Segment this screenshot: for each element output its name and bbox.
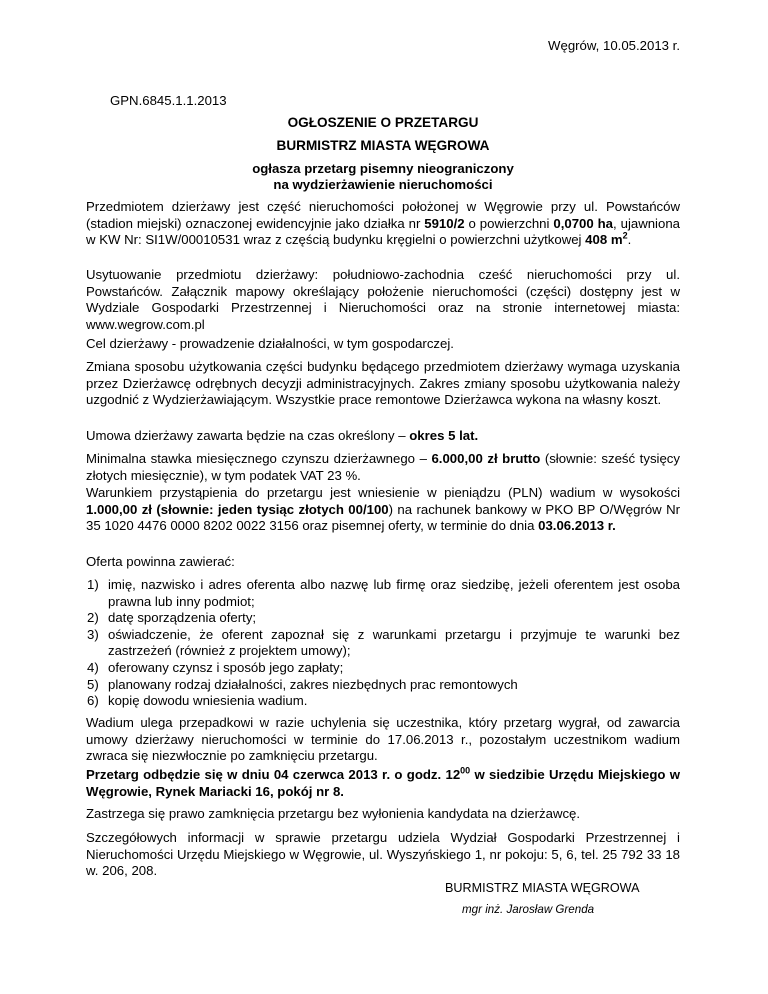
list-item-text: imię, nazwisko i adres oferenta albo nazwę lub firmę oraz siedzibę, jeżeli oferentem jest osoba prawna lub inny podmiot; [108, 577, 680, 609]
list-item [86, 677, 680, 694]
list-item-text: oświadczenie, że oferent zapoznał się z warunkami przetargu i przyjmuje te warunki bez zastrzeżeń (również z projektem umowy); [108, 626, 680, 659]
paragraph-reservation: Zastrzega się prawo zamknięcia przetargu bez wyłonienia kandydata na dzierżawcę. [86, 806, 581, 821]
list-item [86, 577, 680, 610]
p5-text-a: Umowa dzierżawy zawarta będzie na czas określony – [86, 428, 410, 443]
subtitle-line1: ogłasza przetarg pisemny nieograniczony [252, 161, 514, 176]
lease-period: okres 5 lat. [409, 428, 479, 443]
signature-name: mgr inż. Jarosław Grenda [462, 903, 595, 916]
offer-requirements-list [86, 577, 680, 710]
deposit-deadline: 03.06.2013 r. [538, 518, 616, 534]
p6-text-c: (słownie: sześć tysięcy złotych miesięcznie), w tym podatek VAT 23 %. [86, 451, 680, 483]
title-announcement: OGŁOSZENIE O PRZETARGU [287, 115, 479, 130]
p1-text-a: Przedmiotem dzierżawy jest część nieruchomości położonej w Węgrowie przy ul. Powstańców (stadion miejski) oznaczonej ewidencyjnie jako działka nr [86, 199, 680, 231]
list-item-number: 6) [87, 693, 99, 709]
paragraph-rent [86, 451, 680, 484]
subtitle-line2: na wydzierżawienie nieruchomości [273, 177, 493, 192]
usable-area-exponent: 2 [622, 230, 628, 241]
plot-number: 5910/2 [424, 215, 465, 231]
tender-minutes: 00 [460, 765, 471, 776]
list-item [86, 660, 680, 677]
plot-area: 0,0700 ha [553, 215, 614, 231]
paragraph-contact: Szczegółowych informacji w sprawie przetargu udziela Wydział Gospodarki Przestrzennej i Nieruchomości Urzędu Miejskiego w Węgrowie, ul. Wyszyńskiego 1, nr pokoju: 5, 6, tel. 25 792 33 18 w. 206, 208. [86, 830, 680, 879]
paragraph-deposit-forfeit: Wadium ulega przepadkowi w razie uchylenia się uczestnika, który przetarg wygrał, od zawarcia umowy dzierżawy nieruchomości w terminie do 17.06.2013 r., pozostałym uczestnikom wadium zwraca się niezwłocznie po zamknięciu przetargu. [86, 715, 680, 764]
list-item-text: kopię dowodu wniesienia wadium. [108, 693, 308, 709]
list-item [86, 610, 680, 627]
list-item-number: 3) [87, 626, 99, 642]
deposit-amount: 1.000,00 zł (słownie: jeden tysiąc złotych 00/100 [86, 501, 389, 517]
p1-text-d: , ujawniona w KW Nr: SI1W/00010531 wraz z częścią budynku kręgielni o powierzchni użytkowej [86, 215, 680, 248]
p1-text-c: o powierzchni [464, 215, 554, 231]
list-item-text: oferowany czynsz i sposób jego zapłaty; [108, 659, 344, 675]
list-item [86, 627, 680, 660]
paragraph-location: Usytuowanie przedmiotu dzierżawy: południowo-zachodnia cześć nieruchomości przy ul. Powstańców. Załącznik mapowy określający położenie nieruchomości (części) dostępny jest w Wydziale Gospodarki Przestrzennej i Nieruchomości oraz na stronie internetowej miasta: www.wegrow.com.pl [86, 267, 680, 332]
paragraph-offer-heading: Oferta powinna zawierać: [86, 554, 235, 569]
p10-text-a: Przetarg odbędzie się w dniu 04 czerwca 2013 r. o godz. 12 [86, 767, 461, 782]
title-issuer: BURMISTRZ MIASTA WĘGROWA [276, 138, 490, 153]
list-item-number: 1) [87, 577, 99, 592]
list-item-number: 4) [87, 659, 99, 675]
list-item-text: datę sporządzenia oferty; [108, 610, 257, 626]
p10-text-b: w siedzibie Urzędu Miejskiego w Węgrowie, Rynek Mariacki 16, pokój nr 8. [86, 767, 680, 799]
list-item-text: planowany rodzaj działalności, zakres niezbędnych prac remontowych [108, 676, 518, 692]
reference-number: GPN.6845.1.1.2013 [110, 93, 227, 108]
signature-office: BURMISTRZ MIASTA WĘGROWA [445, 881, 640, 895]
paragraph-subject [86, 199, 680, 249]
usable-area: 408 m [585, 232, 623, 248]
list-item-number: 5) [87, 676, 99, 692]
p7-text-c: ) na rachunek bankowy w PKO BP O/Węgrów Nr 35 1020 4476 0000 8202 0022 3156 oraz pisemnej oferty, w terminie do dnia [86, 501, 680, 534]
paragraph-usage-change: Zmiana sposobu użytkowania części budynku będącego przedmiotem dzierżawy wymaga uzyskania przez Dzierżawcę odrębnych decyzji administracyjnych. Zakres zmiany sposobu użytkowania należy uzgodnić z Wydzierżawiającym. Wszystkie prace remontowe Dzierżawca wykona na własny koszt. [86, 359, 680, 408]
rent-amount: 6.000,00 zł brutto [431, 451, 541, 466]
p1-text-e: . [627, 232, 632, 248]
list-item [86, 693, 680, 710]
paragraph-tender-date [86, 767, 680, 800]
place-date: Węgrów, 10.05.2013 r. [548, 38, 680, 53]
p7-text-a: Warunkiem przystąpienia do przetargu jest wniesienie w pieniądzu (PLN) wadium w wysokości [86, 485, 680, 500]
paragraph-term [86, 428, 680, 445]
list-item-number: 2) [87, 610, 99, 626]
p6-text-a: Minimalna stawka miesięcznego czynszu dzierżawnego – [86, 451, 432, 466]
paragraph-purpose: Cel dzierżawy - prowadzenie działalności, w tym gospodarczej. [86, 336, 454, 351]
paragraph-deposit [86, 485, 680, 535]
